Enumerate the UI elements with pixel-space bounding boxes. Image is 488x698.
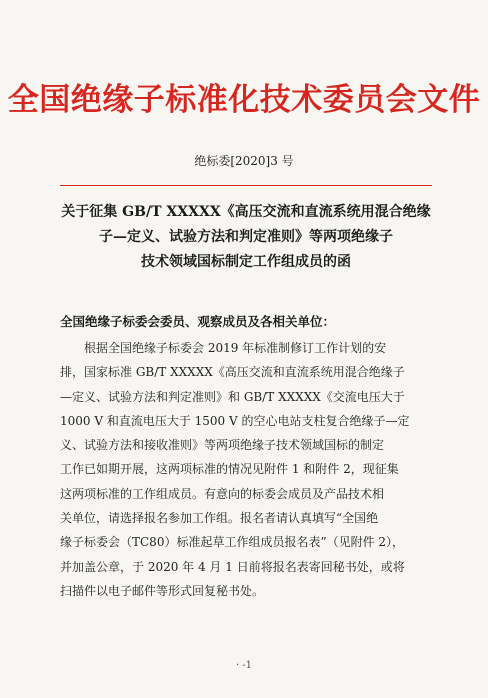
addressee-line: 全国绝缘子标委会委员、观察成员及各相关单位： (60, 314, 336, 329)
body-line: —定义、试验方法和判定准则》和 GB/T XXXXX《交流电压大于 (60, 389, 405, 404)
body-line: 排，国家标准 GB/T XXXXX《高压交流和直流系统用混合绝缘子 (60, 365, 405, 380)
body-paragraph (60, 336, 434, 603)
subject-line: 技术领域国标制定工作组成员的函 (141, 254, 351, 270)
document-subject (50, 200, 442, 275)
body-line: 根据全国绝缘子标委会 2019 年标准制修订工作计划的安 (84, 341, 387, 355)
subject-line: 关于征集 GB/T XXXXX《高压交流和直流系统用混合绝缘 (61, 204, 431, 220)
subject-line: 子—定义、试验方法和判定准则》等两项绝缘子 (99, 229, 393, 245)
body-line: 扫描件以电子邮件等形式回复秘书处。 (60, 583, 265, 598)
body-line: 这两项标准的工作组成员。有意向的标委会成员及产品技术相 (60, 486, 385, 501)
body-line: 缘子标委会（TC80）标准起草工作组成员报名表”（见附件 2）， (60, 535, 405, 550)
body-line: 并加盖公章，于 2020 年 4 月 1 日前将报名表寄回秘书处，或将 (60, 559, 405, 574)
organization-title: 全国绝缘子标准化技术委员会文件 (7, 82, 481, 118)
page-number: · -1 (235, 660, 253, 671)
body-line: 1000 V 和直流电压大于 1500 V 的空心电站支柱复合绝缘子—定 (60, 413, 410, 428)
body-line: 关单位，请选择报名参加工作组。报名者请认真填写“全国绝 (60, 511, 379, 526)
red-divider-line (60, 185, 432, 186)
body-line: 工作已如期开展，这两项标准的情况见附件 1 和附件 2，现征集 (60, 462, 399, 477)
document-number: 绝标委[2020]3 号 (194, 154, 294, 168)
body-line: 义、试验方法和接收准则》等两项绝缘子技术领域国标的制定 (60, 438, 385, 453)
